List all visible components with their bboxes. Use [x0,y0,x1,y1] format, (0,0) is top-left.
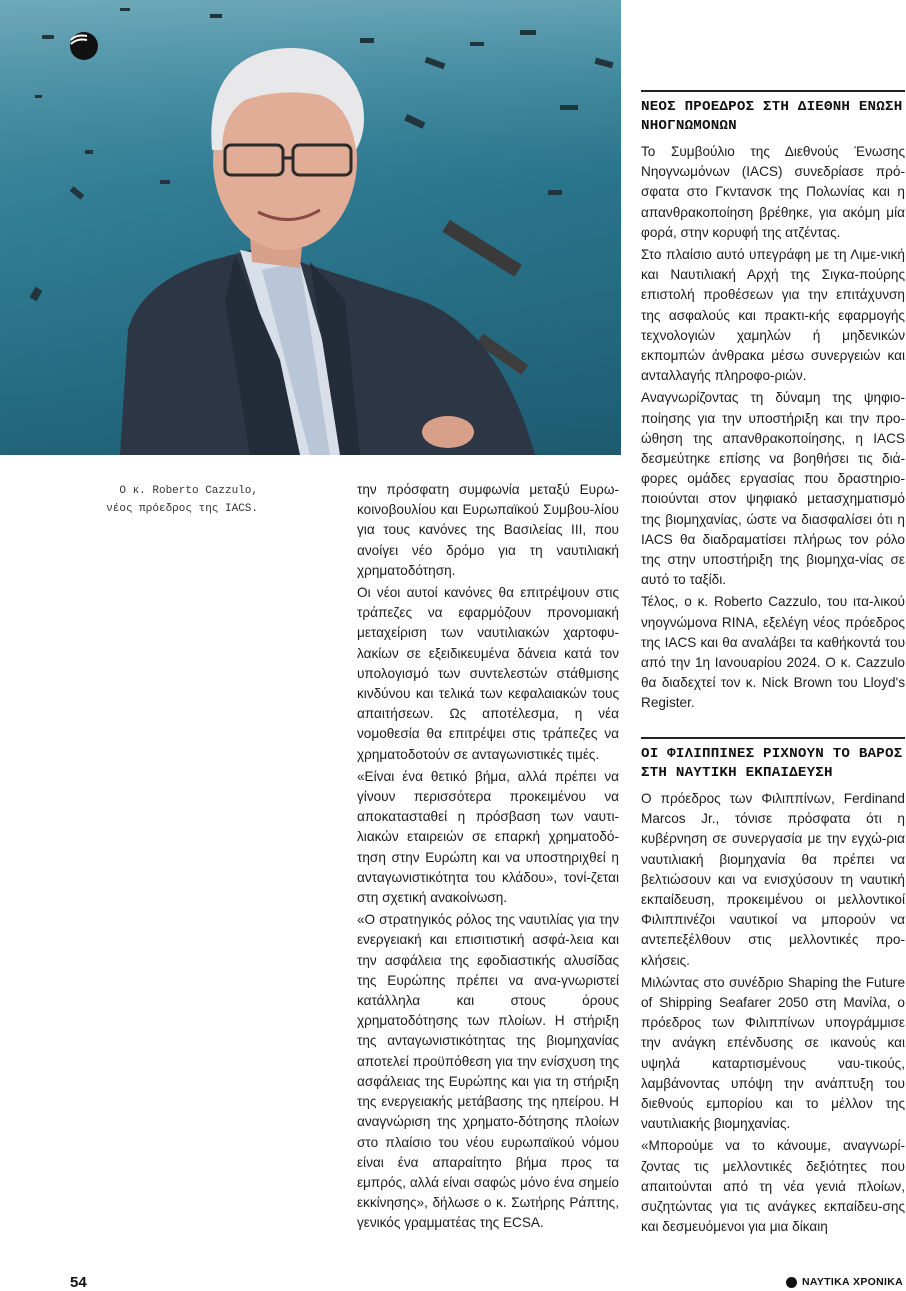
paragraph: Μιλώντας στο συνέδριο Shaping the Future of Shipping Seafarer 2050 στη Μανίλα, ο πρόεδρος των Φιλιππίνων υπογράμμισε την ανάγκη επένδυσης σε ικανούς και υψηλά καταρτισμένους ναυ-τικούς, λαμβάνοντας υπόψη την ανάπτυξη του διεθνούς εμπορίου και το μέλλον της ναυτιλιακής βιομηχανίας. [641,974,905,1132]
portrait-photo [0,0,621,455]
paragraph: Το Συμβούλιο της Διεθνούς Ένωσης Νηογνωμόνων (IACS) συνεδρίασε πρό-σφατα στο Γκντανσκ της Πολωνίας και η απανθρακοποίηση βρέθηκε, για ακόμη μία φορά, στην κορυφή της ατζέντας. [641,144,905,240]
caption-line: νέος πρόεδρος της IACS. [106,503,258,515]
magazine-brand [786,1276,903,1288]
paragraph: «Είναι ένα θετικό βήμα, αλλά πρέπει να γίνουν περισσότερα προκειμένου να αποκατασταθεί η πρόσβαση των ναυτι-λιακών εταιρειών σε επαρκή χρηματοδό-τηση στην Ευρώπη και να υποστηριχθεί η ανταγωνιστικότητα του κλάδου», τονί-ζεται στη σχετική ανακοίνωση. [357,768,619,906]
paragraph: Αναγνωρίζοντας τη δύναμη της ψηφιο-ποίησης για την υποστήριξη και την προ-ώθηση της απανθρακοποίησης, η IACS δεσμεύτηκε επίσης να βοηθήσει τις διά-φορες ομάδες εργασίας που δραστηριο-ποιούνται στον ψηφιακό μετασχηματισμό της βιομηχανίας, ώστε να διασφαλίσει ότι η IACS θα διαδραματίσει πλήρως τον ρόλο της στην υποστήριξη της βιομηχα-νίας σε αυτό το ταξίδι. [641,390,905,588]
headline-rule [641,737,905,739]
photo-caption [68,482,258,518]
paragraph: «Ο στρατηγικός ρόλος της ναυτιλίας για την ενεργειακή και επισιτιστική ασφά-λεια και την ασφάλεια της εφοδιαστικής αλυσίδας της Ευρώπης πρέπει να ανα-γνωριστεί κατάλληλα και στους όρους χρηματοδότησης των πλοίων. Η στήριξη της ανταγωνιστικότητας της βιομηχανίας αποτελεί προϋπόθεση για την ενίσχυση της ασφάλειας της Ευρώπης και για τη στήριξη της ενεργειακής μετάβασης της ηπείρου. Η αναγνώριση της χρηματο-δότησης πλοίων στο πλαίσιο του νέου ευρωπαϊκού νόμου είναι ένα απαραίτητο βήμα προς τα εμπρός, αλλά είναι σαφώς μόνο ένα σημείο εκκίνησης», δήλωσε ο κ. Σωτήρης Ράπτης, γενικός γραμματέας της ECSA. [357,912,619,1231]
page-number: 54 [70,1274,87,1291]
caption-line: Ο κ. Roberto Cazzulo, [119,485,258,497]
brand-name: ΝΑΥΤΙΚΑ ΧΡΟΝΙΚΑ [802,1276,903,1288]
paragraph: Στο πλαίσιο αυτό υπεγράφη με τη Λιμε-νική και Ναυτιλιακή Αρχή της Σιγκα-πούρης επιστολή προθέσεων για την επιτάχυνση της ασφαλούς και πρακτι-κής εφαρμογής τεχνολογιών χαμηλών ή μηδενικών εκπομπών άνθρακα μέσω συνεργειών και ανταλλαγής πληροφο-ριών. [641,247,905,384]
article-headline: ΟΙ ΦΙΛΙΠΠΙΝΕΣ ΡΙΧΝΟΥΝ ΤΟ ΒΑΡΟΣ ΣΤΗ ΝΑΥΤΙΚΗ ΕΚΠΑΙΔΕΥΣΗ [641,746,903,781]
sea-and-portrait-illustration [0,0,621,455]
paragraph: την πρόσφατη συμφωνία μεταξύ Ευρω-κοινοβουλίου και Ευρωπαϊκού Συμβου-λίου για τους κανόνες της Βασιλείας ΙΙΙ, που ανοίγει νέο δρόμο για τη ναυτιλιακή χρηματοδότηση. [357,482,619,578]
article-headline: ΝΕΟΣ ΠΡΟΕΔΡΟΣ ΣΤΗ ΔΙΕΘΝΗ ΕΝΩΣΗ ΝΗΟΓΝΩΜΟΝΩΝ [641,99,903,134]
paragraph: Ο πρόεδρος των Φιλιππίνων, Ferdinand Marcos Jr., τόνισε πρόσφατα ότι η κυβέρνηση σε συνεργασία με την εγχώ-ρια ναυτιλιακή βιομηχανία θα πρέπει να βελτιώσουν και να ενισχύσουν τη ναυτική εκπαίδευση, προκειμένου οι μελλοντικοί Φιλιππινέζοι ναυτικοί να μπορούν να αντεπεξέλθουν στις μελλοντικές προ-κλήσεις. [641,791,905,968]
paragraph: Τέλος, ο κ. Roberto Cazzulo, του ιτα-λικού νηογνώμονα RINA, εξελέγη νέος πρόεδρος της IACS και θα αναλάβει τα καθήκοντά του από την 1η Ιανουαρίου 2024. Ο κ. Cazzulo θα διαδεχτεί τον κ. Nick Brown του Lloyd's Register. [641,594,905,711]
brand-logo-icon [786,1277,797,1288]
article-philippines [641,737,905,1239]
magazine-logo-icon [70,32,98,60]
paragraph: «Μπορούμε να το κάνουμε, αναγνωρί-ζοντας τις μελλοντικές δεξιότητες που απαιτούνται από τη νέα γενιά πλοίων, συζητώντας για τις ανάγκες εκπαίδευ-σης και δεσμευόμενοι για μια δίκαιη [641,1138,905,1235]
paragraph: Οι νέοι αυτοί κανόνες θα επιτρέψουν στις τράπεζες να εφαρμόζουν προνομιακή μεταχείριση των ναυτιλιακών χαρτοφυ-λακίων σε εξειδικευμένα δάνεια κατά τον υπολογισμό των συντελεστών στάθμισης κινδύνου και τελικά των κεφαλαιακών τους απαιτήσεων. Ως αποτέλεσμα, η νέα νομοθεσία θα επιτρέψει στις τράπεζες να χρηματοδοτούν σε ανταγωνιστικές τιμές. [357,585,619,762]
headline-rule [641,90,905,92]
middle-column [357,480,619,1236]
article-iacs [641,90,905,716]
